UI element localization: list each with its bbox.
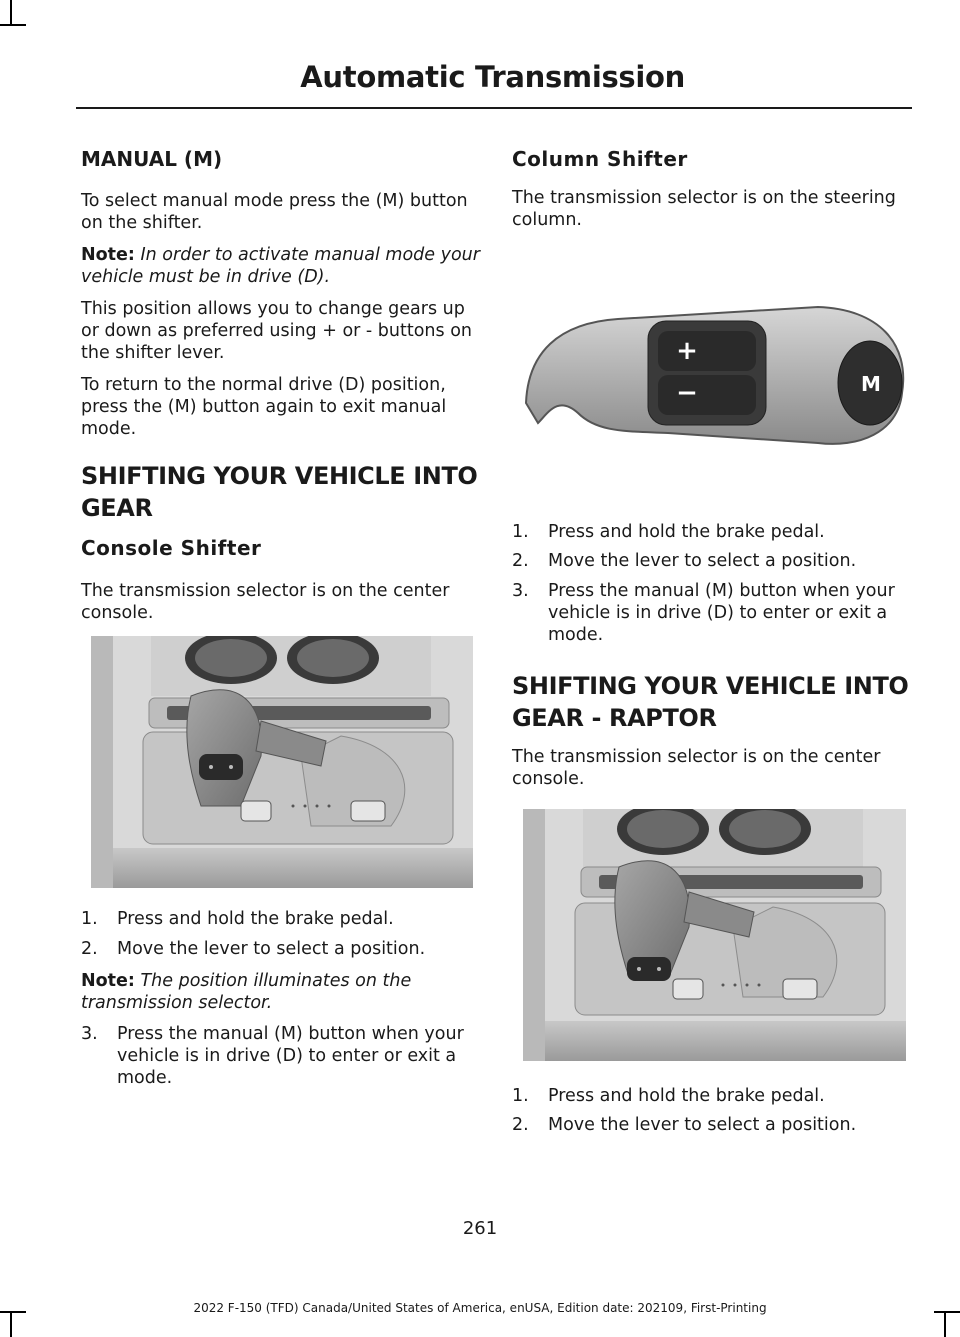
- list-item: [81, 908, 481, 930]
- step-text: Move the lever to select a position.: [548, 551, 857, 571]
- list-item: [81, 1023, 481, 1089]
- list-item: [512, 1114, 912, 1136]
- paragraph-manual-gears: This position allows you to change gears up or down as preferred using + or - buttons on the shifter lever.: [81, 299, 472, 363]
- subheading-column-shifter: Column Shifter: [512, 147, 688, 171]
- step-text: Press the manual (M) button when your vehicle is in drive (D) to enter or exit a mode.: [117, 1024, 464, 1088]
- step-number: 3.: [81, 1024, 98, 1044]
- list-item: [512, 1085, 912, 1107]
- page-number: 261: [462, 1218, 498, 1239]
- list-item: [512, 550, 912, 572]
- console-shifter-figure: [91, 636, 473, 888]
- note-illuminates: [81, 970, 481, 1014]
- step-number: 2.: [512, 551, 529, 571]
- heading-line: SHIFTING YOUR VEHICLE INTO: [512, 672, 909, 700]
- list-item: [512, 580, 912, 646]
- page-footer: 2022 F-150 (TFD) Canada/United States of America, enUSA, Edition date: 202109, First-Printing: [193, 1301, 767, 1315]
- crop-mark: [10, 0, 12, 26]
- list-item: [512, 521, 912, 543]
- list-item: [81, 938, 481, 960]
- paragraph-column: The transmission selector is on the steering column.: [512, 188, 896, 230]
- note-manual: [81, 244, 481, 288]
- step-text: Press and hold the brake pedal.: [117, 909, 394, 929]
- note-label: Note:: [81, 245, 135, 265]
- plus-button-label: +: [676, 336, 698, 366]
- step-text: Press and hold the brake pedal.: [548, 522, 825, 542]
- paragraph-raptor: The transmission selector is on the center console.: [512, 747, 881, 789]
- raptor-shifter-figure: [523, 809, 906, 1061]
- page-header-title: Automatic Transmission: [300, 60, 685, 94]
- header-rule: [76, 107, 912, 109]
- step-text: Move the lever to select a position.: [548, 1115, 857, 1135]
- heading-line: GEAR - RAPTOR: [512, 704, 717, 732]
- section-heading-manual: MANUAL (M): [81, 147, 223, 171]
- note-label: Note:: [81, 971, 135, 991]
- step-number: 3.: [512, 581, 529, 601]
- section-heading-raptor: [512, 670, 912, 734]
- step-number: 2.: [81, 939, 98, 959]
- step-text: Move the lever to select a position.: [117, 939, 426, 959]
- paragraph-console: The transmission selector is on the center console.: [81, 581, 450, 623]
- crop-mark: [0, 24, 26, 26]
- step-number: 1.: [81, 909, 98, 929]
- paragraph-manual-select: To select manual mode press the (M) button on the shifter.: [81, 191, 468, 233]
- column-shifter-figure: [518, 283, 910, 458]
- heading-line: SHIFTING YOUR VEHICLE INTO: [81, 462, 478, 490]
- paragraph-manual-exit: To return to the normal drive (D) position, press the (M) button again to exit manual mode.: [81, 375, 447, 439]
- step-number: 2.: [512, 1115, 529, 1135]
- subheading-console-shifter: Console Shifter: [81, 536, 262, 560]
- step-text: Press the manual (M) button when your vehicle is in drive (D) to enter or exit a mode.: [548, 581, 895, 645]
- step-number: 1.: [512, 522, 529, 542]
- note-text: In order to activate manual mode your vehicle must be in drive (D).: [81, 245, 480, 287]
- section-heading-shifting: [81, 460, 481, 524]
- step-number: 1.: [512, 1086, 529, 1106]
- heading-line: GEAR: [81, 494, 153, 522]
- m-button-label: M: [861, 372, 881, 396]
- step-text: Press and hold the brake pedal.: [548, 1086, 825, 1106]
- minus-button-label: −: [676, 378, 698, 408]
- note-text: The position illuminates on the transmission selector.: [81, 971, 412, 1013]
